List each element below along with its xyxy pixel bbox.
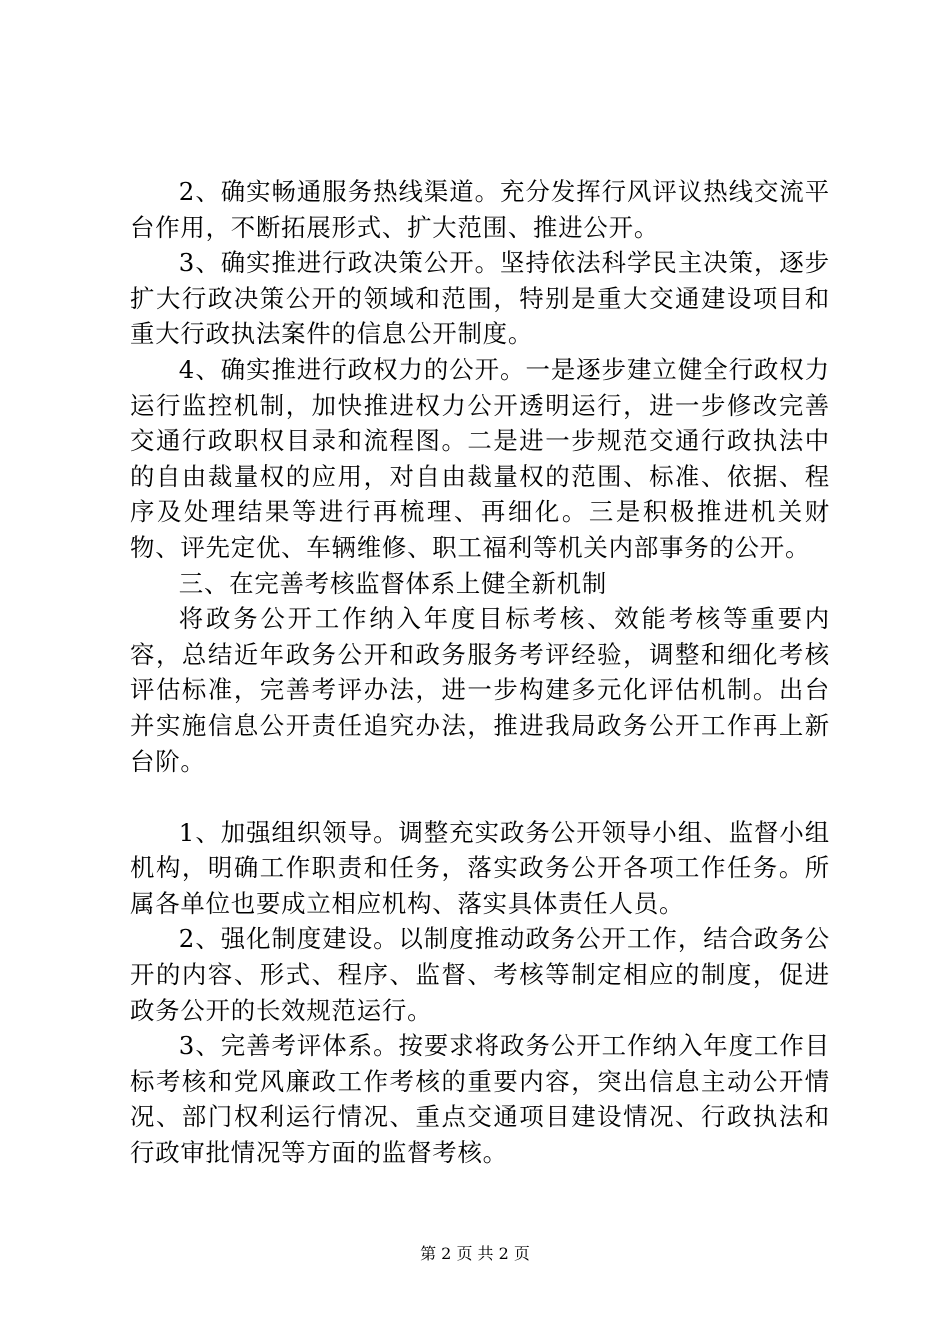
paragraph-leadership: 1、加强组织领导。调整充实政务公开领导小组、监督小组机构，明确工作职责和任务，落实政务公开各项工作任务。所属各单位也要成立相应机构、落实具体责任人员。 (130, 817, 830, 918)
paragraph-system-building: 2、强化制度建设。以制度推动政务公开工作，结合政务公开的内容、形式、程序、监督、考核等制定相应的制度，促进政务公开的长效规范运行。 (130, 924, 830, 1025)
section-heading-evaluation: 三、在完善考核监督体系上健全新机制 (178, 568, 608, 598)
paragraph-power-disclosure: 4、确实推进行政权力的公开。一是逐步建立健全行政权力运行监控机制，加快推进权力公开透明运行，进一步修改完善交通行政职权目录和流程图。二是进一步规范交通行政执法中的自由裁量权的应用，对自由裁量权的范围、标准、依据、程序及处理结果等进行再梳理、再细化。三是积极推进机关财物、评先定优、车辆维修、职工福利等机关内部事务的公开。 (130, 354, 830, 562)
paragraph-hotline: 2、确实畅通服务热线渠道。充分发挥行风评议热线交流平台作用，不断拓展形式、扩大范围、推进公开。 (130, 177, 830, 242)
page-number-footer: 第 2 页 共 2 页 (420, 1244, 530, 1263)
document-body (130, 174, 830, 1171)
paragraph-evaluation-intro: 将政务公开工作纳入年度目标考核、效能考核等重要内容，总结近年政务公开和政务服务考评经验，调整和细化考核评估标准，完善考评办法，进一步构建多元化评估机制。出台并实施信息公开责任追究办法，推进我局政务公开工作再上新台阶。 (130, 604, 830, 776)
paragraph-decision-disclosure: 3、确实推进行政决策公开。坚持依法科学民主决策，逐步扩大行政决策公开的领域和范围，特别是重大交通建设项目和重大行政执法案件的信息公开制度。 (130, 248, 830, 349)
paragraph-spacer (130, 779, 830, 815)
paragraph-evaluation-system: 3、完善考评体系。按要求将政务公开工作纳入年度工作目标考核和党风廉政工作考核的重要内容，突出信息主动公开情况、部门权利运行情况、重点交通项目建设情况、行政执法和行政审批情况等方面的监督考核。 (130, 1031, 830, 1168)
